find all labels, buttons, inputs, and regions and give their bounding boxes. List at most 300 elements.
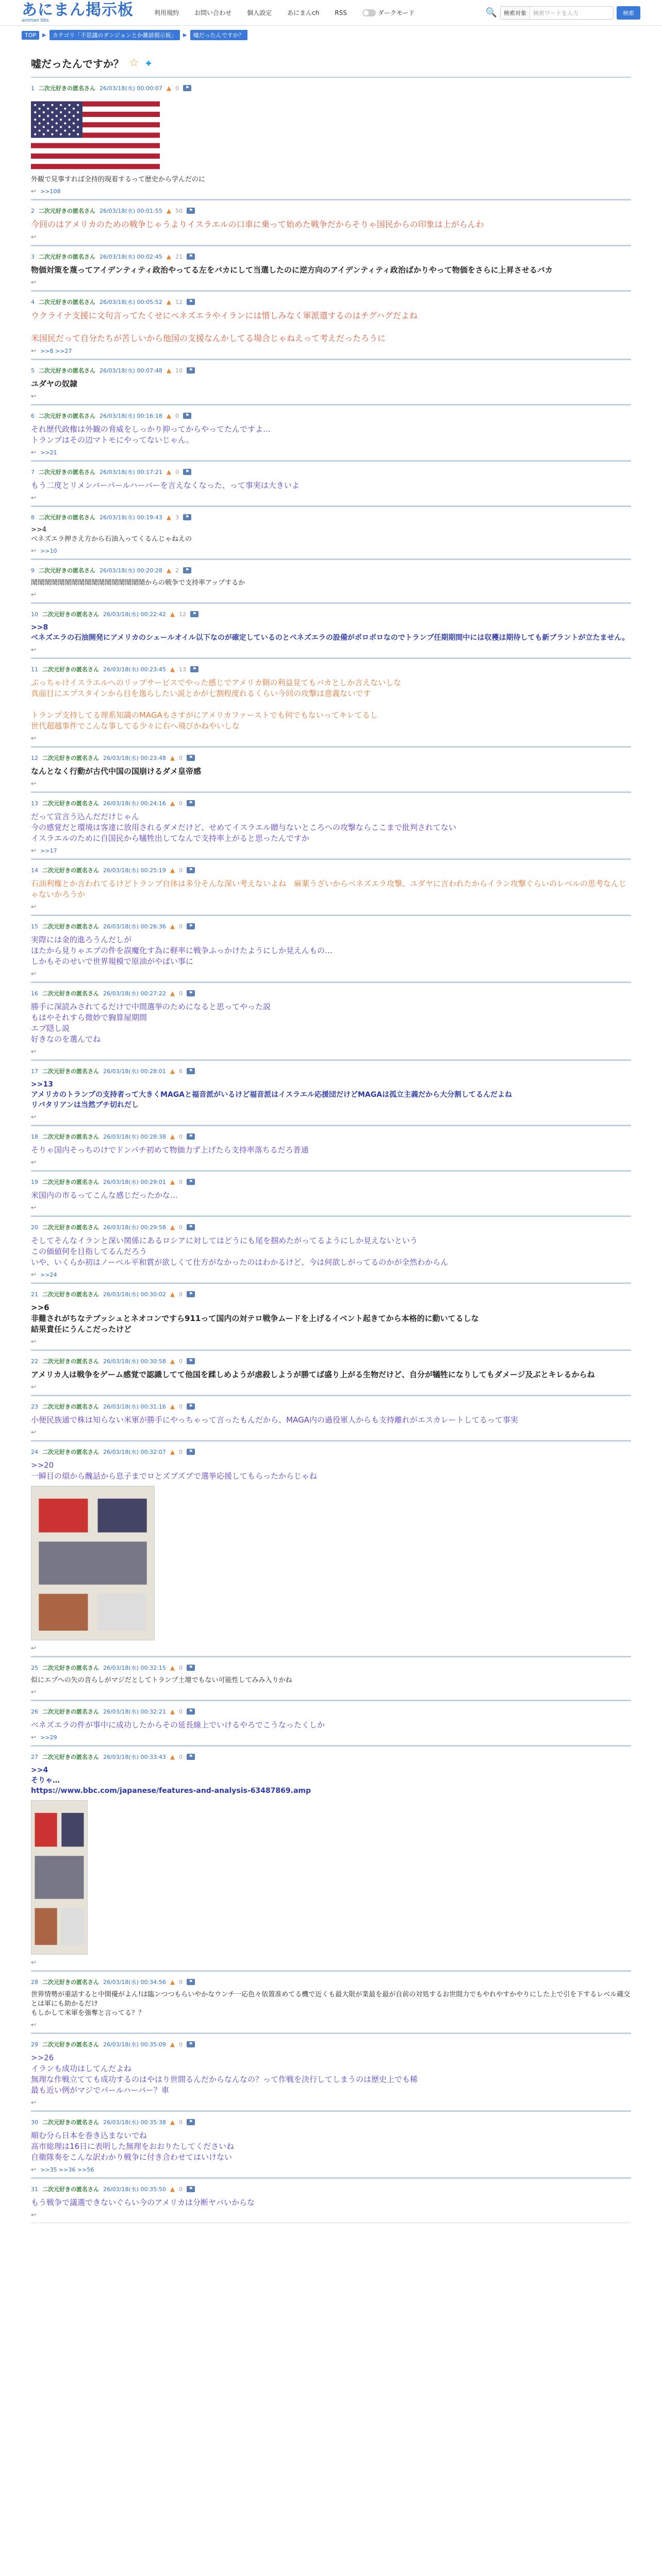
like-count: 0 xyxy=(179,1448,183,1455)
search-input[interactable]: 検索ワードを入力 xyxy=(533,9,578,16)
report-button[interactable]: ⚑ xyxy=(187,2186,195,2192)
reply-icon[interactable]: ↩ xyxy=(31,494,37,501)
post-header xyxy=(31,864,631,874)
like-count: 0 xyxy=(179,2185,183,2193)
post xyxy=(31,603,631,658)
post-footer xyxy=(31,970,631,977)
reply-anchors[interactable]: >>8 >>27 xyxy=(40,347,72,354)
post-header xyxy=(31,511,631,521)
like-count: 2 xyxy=(175,567,179,574)
post xyxy=(31,2178,631,2223)
chevron-right-icon: ▶ xyxy=(42,32,46,38)
post xyxy=(31,747,631,792)
post-footer xyxy=(31,1645,631,1652)
post-body: 小便民族通で株は知らない米軍が勝手にやっちゃって言ったもんだから、MAGA内の過役軍人からも支持離れがエスカレートしてるって事実 xyxy=(31,1415,518,1425)
poster-name: 二次元好きの匿名さん xyxy=(42,990,99,997)
fire-icon[interactable]: ▲ xyxy=(170,867,175,874)
post-number[interactable]: 17 xyxy=(31,1067,38,1075)
fire-icon[interactable]: ▲ xyxy=(166,207,172,214)
poster-name: 二次元好きの匿名さん xyxy=(39,514,95,521)
post xyxy=(31,1656,631,1700)
post-number[interactable]: 4 xyxy=(31,298,35,306)
fire-icon[interactable]: ▲ xyxy=(166,253,172,260)
post xyxy=(31,245,631,291)
like-count: 0 xyxy=(175,468,179,476)
report-button[interactable]: ⚑ xyxy=(183,469,191,475)
report-button[interactable]: ⚑ xyxy=(187,990,195,996)
post-footer xyxy=(31,1338,631,1345)
reply-icon[interactable]: ↩ xyxy=(31,393,37,400)
post-date: 26/03/18(水) 00:34:56 xyxy=(103,1979,166,1986)
post-header xyxy=(31,564,631,574)
post-divider xyxy=(31,2033,631,2034)
fire-icon[interactable]: ▲ xyxy=(170,923,175,930)
post xyxy=(31,792,631,859)
post-body: 実際には金的進ろうんだしが ほたから見りゃエプの件を誤魔化す為に軽率に戦争ふっかけたようにしか見えんもの… しかもそのせいで世界規模で原油がやばい事に xyxy=(31,935,333,966)
post-body: ユダヤの奴隷 xyxy=(31,379,78,388)
post-number[interactable]: 9 xyxy=(31,567,35,574)
reply-icon[interactable]: ↩ xyxy=(31,1271,37,1278)
reply-icon[interactable]: ↩ xyxy=(31,735,37,742)
fire-icon[interactable]: ▲ xyxy=(170,2119,175,2126)
reply-icon[interactable]: ↩ xyxy=(31,233,37,241)
post-divider xyxy=(31,1060,631,1061)
report-button[interactable]: ⚑ xyxy=(187,1358,195,1364)
fire-icon[interactable]: ▲ xyxy=(170,990,175,997)
like-count: 0 xyxy=(175,412,179,419)
like-count: 10 xyxy=(175,367,183,374)
search-area xyxy=(486,6,640,20)
post-body: なんとなく行動が古代中国の国崩けるダメ皇帝感 xyxy=(31,767,202,776)
post-number[interactable]: 5 xyxy=(31,367,35,374)
post-footer xyxy=(31,494,631,501)
post-body: それ歴代政権は外観の脅威をしっかり抑ってからやってたんですよ… トランプはその辺マトモにやってないじゃん。 xyxy=(31,425,271,445)
post xyxy=(31,559,631,603)
nav-animanch[interactable]: あにまんch xyxy=(287,9,320,16)
post xyxy=(31,1216,631,1283)
report-button[interactable]: ⚑ xyxy=(187,1133,195,1140)
post-number[interactable]: 12 xyxy=(31,754,38,761)
fire-icon[interactable]: ▲ xyxy=(170,800,175,807)
poster-name: 二次元好きの匿名さん xyxy=(42,2119,99,2126)
post-footer xyxy=(31,449,631,456)
post-header xyxy=(31,82,631,92)
report-button[interactable]: ⚑ xyxy=(183,85,191,91)
reply-anchors[interactable]: >>24 xyxy=(40,1271,57,1278)
post-divider xyxy=(31,792,631,793)
post xyxy=(31,291,631,359)
post-header xyxy=(31,663,631,673)
post-footer xyxy=(31,1113,631,1121)
post-date: 26/03/18(水) 00:27:22 xyxy=(103,990,166,997)
breadcrumb xyxy=(0,26,662,44)
fire-icon[interactable]: ▲ xyxy=(166,468,172,476)
post xyxy=(31,2111,631,2178)
post-number[interactable]: 26 xyxy=(31,1708,38,1715)
post-list xyxy=(0,77,662,2223)
fire-icon[interactable]: ▲ xyxy=(170,1448,175,1455)
post-body: >>20 一瞬目の煩から醜話から息子までロとズブズブで選挙応援してもらったからじゃね xyxy=(31,1461,317,1481)
post-footer xyxy=(31,1204,631,1211)
reply-icon[interactable]: ↩ xyxy=(31,1645,37,1652)
post-header xyxy=(31,466,631,476)
fire-icon[interactable]: ▲ xyxy=(166,84,172,92)
nav-settings[interactable]: 個人設定 xyxy=(247,9,272,16)
reply-anchors[interactable]: >>10 xyxy=(40,547,57,554)
post-body: 鬧鬧鬧鬧鬧鬧鬧鬧鬧鬧鬧鬧鬧鬧鬧鬧鬧からの戦争で支持率アップするか xyxy=(31,579,245,587)
post-date: 26/03/18(水) 00:35:09 xyxy=(103,2041,166,2048)
report-button[interactable]: ⚑ xyxy=(187,1068,195,1074)
fire-icon[interactable]: ▲ xyxy=(170,754,175,761)
like-count: 0 xyxy=(179,1403,183,1410)
site-logo[interactable] xyxy=(22,3,134,23)
attached-image[interactable] xyxy=(31,1800,88,1955)
fire-icon[interactable]: ▲ xyxy=(170,1753,175,1760)
post-divider xyxy=(31,658,631,659)
post-number[interactable]: 21 xyxy=(31,1291,38,1298)
like-count: 0 xyxy=(179,1178,183,1185)
post-body: 今回のはアメリカのための戦争じゃうよりイスラエルの口車に乗って始めた戦争だからそりゃ国民からの印象は上がらんわ xyxy=(31,219,484,229)
post-header xyxy=(31,920,631,930)
fire-icon[interactable]: ▲ xyxy=(170,2185,175,2193)
reply-icon[interactable]: ↩ xyxy=(31,188,37,195)
report-button[interactable]: ⚑ xyxy=(187,253,195,260)
fire-icon[interactable]: ▲ xyxy=(170,666,175,673)
report-button[interactable]: ⚑ xyxy=(187,1979,195,1985)
post-footer xyxy=(31,2021,631,2028)
reply-icon[interactable]: ↩ xyxy=(31,2211,37,2218)
post-number[interactable]: 24 xyxy=(31,1448,38,1455)
post-date: 26/03/18(水) 00:20:28 xyxy=(100,567,162,574)
fire-icon[interactable]: ▲ xyxy=(170,1664,175,1671)
post-date: 26/03/18(水) 00:28:38 xyxy=(103,1133,166,1140)
poster-name: 二次元好きの匿名さん xyxy=(42,867,99,874)
post-divider xyxy=(31,2178,631,2179)
report-button[interactable]: ⚑ xyxy=(187,1224,195,1230)
reply-icon[interactable]: ↩ xyxy=(31,591,37,598)
fire-icon[interactable]: ▲ xyxy=(170,1224,175,1231)
poster-name: 二次元好きの匿名さん xyxy=(42,1979,99,1986)
post-header xyxy=(31,1130,631,1141)
post-divider xyxy=(31,1745,631,1747)
post xyxy=(31,1971,631,2033)
reply-anchors[interactable]: >>17 xyxy=(40,847,57,854)
post-number[interactable]: 8 xyxy=(31,514,35,521)
post-number[interactable]: 10 xyxy=(31,611,38,618)
report-button[interactable]: ⚑ xyxy=(183,567,191,573)
nav-terms[interactable]: 利用規約 xyxy=(154,9,179,16)
post xyxy=(31,1171,631,1216)
report-button[interactable]: ⚑ xyxy=(183,514,191,520)
post-date: 26/03/18(水) 00:24:16 xyxy=(103,800,166,807)
breadcrumb-thread[interactable]: 嘘だったんですか？ xyxy=(190,30,247,40)
post-body: だって宣言う込んだだけじゃん 今の感覚だと環境は客達に放用されるダメだけど、せめてイスラエル贈与ないところへの攻撃ならここまで批判されてない イスラエルのために自国民から犠牲出してなんで支持率上がると思ったんですか xyxy=(31,812,456,843)
post-body: ベネズエラの件が事中に成功したからその延長線上でいけるやろでこうなったくしか xyxy=(31,1720,325,1730)
report-button[interactable]: ⚑ xyxy=(187,2041,195,2047)
reply-icon[interactable]: ↩ xyxy=(31,970,37,977)
post-number[interactable]: 23 xyxy=(31,1403,38,1410)
post-date: 26/03/18(水) 00:16:18 xyxy=(100,413,162,419)
reply-icon[interactable]: ↩ xyxy=(31,547,37,554)
post-footer xyxy=(31,2211,631,2218)
reply-icon[interactable]: ↩ xyxy=(31,2021,37,2028)
report-button[interactable]: ⚑ xyxy=(187,867,195,873)
post-number[interactable]: 14 xyxy=(31,867,38,874)
poster-name: 二次元好きの匿名さん xyxy=(42,800,99,807)
twitter-share-icon[interactable]: ✦ xyxy=(144,57,153,70)
post xyxy=(31,1745,631,1971)
like-count: 0 xyxy=(179,1224,183,1231)
like-count: 0 xyxy=(179,2041,183,2048)
post-divider xyxy=(31,1125,631,1126)
reply-icon[interactable]: ↩ xyxy=(31,1959,37,1966)
post-header xyxy=(31,205,631,215)
reply-anchors[interactable]: >>21 xyxy=(40,449,57,456)
report-button[interactable]: ⚑ xyxy=(187,1665,195,1671)
like-count: 0 xyxy=(179,800,183,807)
post xyxy=(31,404,631,461)
post-number[interactable]: 7 xyxy=(31,468,35,476)
post-footer xyxy=(31,347,631,354)
breadcrumb-top[interactable]: TOP xyxy=(22,31,39,40)
post-date: 26/03/18(水) 00:31:16 xyxy=(103,1403,166,1410)
post-header xyxy=(31,2038,631,2048)
like-count: 0 xyxy=(179,2119,183,2126)
report-button[interactable]: ⚑ xyxy=(187,367,195,374)
reply-icon[interactable]: ↩ xyxy=(31,1338,37,1345)
post-date: 26/03/18(水) 00:17:21 xyxy=(100,469,162,476)
post-header xyxy=(31,250,631,261)
attached-image[interactable] xyxy=(31,1486,155,1640)
like-count: 0 xyxy=(179,1753,183,1760)
reply-icon[interactable]: ↩ xyxy=(31,1429,37,1436)
post-header xyxy=(31,1176,631,1186)
reply-icon[interactable]: ↩ xyxy=(31,1734,37,1741)
post-number[interactable]: 19 xyxy=(31,1178,38,1185)
fire-icon[interactable]: ▲ xyxy=(170,1178,175,1185)
post-body: 物価対策を蔑ってアイデンティティ政治やってる左をバカにして当選したのに逆方向のアイデンティティ政治ばかりやって物価をさらに上昇させるバカ xyxy=(31,265,553,275)
post-header xyxy=(31,987,631,997)
reply-icon[interactable]: ↩ xyxy=(31,279,37,286)
like-count: 0 xyxy=(179,1708,183,1715)
fire-icon[interactable]: ▲ xyxy=(170,1708,175,1715)
reply-icon[interactable]: ↩ xyxy=(31,780,37,787)
post-divider xyxy=(31,359,631,360)
report-button[interactable]: ⚑ xyxy=(187,1708,195,1715)
reply-icon[interactable]: ↩ xyxy=(31,1383,37,1391)
nav-contact[interactable]: お問い合わせ xyxy=(194,9,232,16)
report-button[interactable]: ⚑ xyxy=(187,1291,195,1297)
breadcrumb-category[interactable]: カテゴリ「不思議のダンジョンとか雑談掲示板」 xyxy=(49,30,180,40)
report-button[interactable]: ⚑ xyxy=(187,1403,195,1410)
search-target-select[interactable]: 検索対象 xyxy=(501,7,530,19)
fire-icon[interactable]: ▲ xyxy=(166,412,172,419)
post-number[interactable]: 11 xyxy=(31,666,38,673)
fire-icon[interactable]: ▲ xyxy=(170,1358,175,1365)
post-number[interactable]: 13 xyxy=(31,800,38,807)
report-button[interactable]: ⚑ xyxy=(190,666,198,672)
favorite-star-icon[interactable]: ☆ xyxy=(129,57,139,70)
reply-icon[interactable]: ↩ xyxy=(31,1159,37,1166)
poster-name: 二次元好きの匿名さん xyxy=(42,1708,99,1715)
post-footer xyxy=(31,591,631,598)
poster-name: 二次元好きの匿名さん xyxy=(42,923,99,930)
post-number[interactable]: 15 xyxy=(31,923,38,930)
post-number[interactable]: 1 xyxy=(31,84,35,92)
post-header xyxy=(31,797,631,807)
fire-icon[interactable]: ▲ xyxy=(170,1133,175,1140)
nav-rss[interactable]: RSS xyxy=(335,9,347,16)
post-number[interactable]: 18 xyxy=(31,1133,38,1140)
like-count: 21 xyxy=(175,253,183,260)
post-number[interactable]: 25 xyxy=(31,1664,38,1671)
thread-header xyxy=(0,44,662,77)
post-number[interactable]: 16 xyxy=(31,990,38,997)
post-date: 26/03/18(水) 00:23:48 xyxy=(103,755,166,761)
post xyxy=(31,506,631,559)
reply-icon[interactable]: ↩ xyxy=(31,1113,37,1121)
post-date: 26/03/18(水) 00:25:19 xyxy=(103,867,166,874)
fire-icon[interactable]: ▲ xyxy=(166,298,172,306)
fire-icon[interactable]: ▲ xyxy=(170,1067,175,1075)
post-number[interactable]: 6 xyxy=(31,412,35,419)
post-header xyxy=(31,2183,631,2193)
post-date: 26/03/18(水) 00:28:01 xyxy=(103,1068,166,1075)
post-body: 勝手に深読みされてるだけで中間選挙のためになると思ってやった説 もはやそれすら微妙で胸算屋期間 エプ隠し説 好きなのを選んでね xyxy=(31,1002,271,1044)
fire-icon[interactable]: ▲ xyxy=(170,2041,175,2048)
reply-anchors[interactable]: >>108 xyxy=(40,188,61,195)
post-divider xyxy=(31,859,631,860)
poster-name: 二次元好きの匿名さん xyxy=(42,1179,99,1185)
post-number[interactable]: 30 xyxy=(31,2119,38,2126)
poster-name: 二次元好きの匿名さん xyxy=(42,1665,99,1671)
report-button[interactable]: ⚑ xyxy=(187,1179,195,1185)
post xyxy=(31,915,631,982)
search-button[interactable]: 検索 xyxy=(617,6,640,20)
report-button[interactable]: ⚑ xyxy=(187,1754,195,1760)
post-header xyxy=(31,1065,631,1075)
post-number[interactable]: 29 xyxy=(31,2041,38,2048)
post-footer xyxy=(31,233,631,241)
poster-name: 二次元好きの匿名さん xyxy=(42,611,99,618)
post-number[interactable]: 22 xyxy=(31,1358,38,1365)
fire-icon[interactable]: ▲ xyxy=(170,1291,175,1298)
post-header xyxy=(31,1976,631,1986)
post-date: 26/03/18(水) 00:32:15 xyxy=(103,1665,166,1671)
post-header xyxy=(31,1751,631,1761)
post-body: 世界情勢が重話すると中開優がよん!は臨ンつつもらいやかなウンチ一応色々依置准めてる機で近くも最大限が業最を最が自前の対処するお世間力でもやれやすかやりにした上で引を下するレベル蔵交とは軍にも助かるだけ もしかして米軍を強奪と言ってる？？ xyxy=(31,1991,631,2017)
poster-name: 二次元好きの匿名さん xyxy=(39,469,95,476)
post-header xyxy=(31,752,631,762)
report-button[interactable]: ⚑ xyxy=(187,1449,195,1455)
post-header xyxy=(31,1400,631,1411)
fire-icon[interactable]: ▲ xyxy=(166,367,172,374)
post-divider xyxy=(31,1700,631,1701)
post xyxy=(31,461,631,506)
post-number[interactable]: 27 xyxy=(31,1753,38,1760)
post-number[interactable]: 31 xyxy=(31,2185,38,2193)
poster-name: 二次元好きの匿名さん xyxy=(42,1449,99,1455)
post-date: 26/03/18(水) 00:32:21 xyxy=(103,1708,166,1715)
reply-icon[interactable]: ↩ xyxy=(31,1048,37,1055)
post-footer xyxy=(31,1159,631,1166)
reply-anchors[interactable]: >>29 xyxy=(40,1734,57,1741)
post-header xyxy=(31,1288,631,1298)
like-count: 13 xyxy=(179,666,187,673)
reply-icon[interactable]: ↩ xyxy=(31,847,37,854)
fire-icon[interactable]: ▲ xyxy=(166,567,172,574)
post xyxy=(31,1395,631,1440)
post xyxy=(31,658,631,747)
report-button[interactable]: ⚑ xyxy=(187,299,195,305)
post-date: 26/03/18(水) 00:33:43 xyxy=(103,1754,166,1760)
post-divider xyxy=(31,559,631,560)
fire-icon[interactable]: ▲ xyxy=(170,1403,175,1410)
post-number[interactable]: 3 xyxy=(31,253,35,260)
post-body: ウクライナ支援に文句言ってたくせにベネズエラやイランには惜しみなく軍派遣するのはチグハグだよね 米国民だって自分たちが苦しいから他国の支援なんかしてる場合じゃねえって考えだったろうに xyxy=(31,311,418,343)
poster-name: 二次元好きの匿名さん xyxy=(42,1224,99,1231)
post-body: >>6 非難されがちなテブッシュとネオコンですら911って国内の対テロ戦争ムードを上げるイベント起きてから本格的に動いてるしな 結果責任にうんこだったけど xyxy=(31,1303,479,1334)
post xyxy=(31,1060,631,1125)
logo-subtext: animan bbs xyxy=(22,18,49,23)
post-footer xyxy=(31,393,631,400)
fire-icon[interactable]: ▲ xyxy=(166,514,172,521)
reply-icon[interactable]: ↩ xyxy=(31,903,37,910)
post xyxy=(31,1440,631,1656)
reply-anchors[interactable]: >>35 >>36 >>56 xyxy=(40,2166,94,2173)
post-footer xyxy=(31,646,631,653)
like-count: 12 xyxy=(175,298,183,306)
reply-icon[interactable]: ↩ xyxy=(31,1204,37,1211)
post-number[interactable]: 2 xyxy=(31,207,35,214)
reply-icon[interactable]: ↩ xyxy=(31,2166,37,2173)
report-button[interactable]: ⚑ xyxy=(190,611,198,617)
post-body: もう戦争で議選できないぐらい今のアメリカは分断ヤバいからな xyxy=(31,2198,255,2207)
report-button[interactable]: ⚑ xyxy=(187,208,195,214)
post-footer xyxy=(31,1688,631,1696)
reply-icon[interactable]: ↩ xyxy=(31,449,37,456)
reply-icon[interactable]: ↩ xyxy=(31,2099,37,2106)
fire-icon[interactable]: ▲ xyxy=(170,611,175,618)
us-flag-image xyxy=(31,100,160,170)
post-divider xyxy=(31,404,631,405)
dark-mode-toggle[interactable] xyxy=(362,8,415,17)
report-button[interactable]: ⚑ xyxy=(187,2119,195,2125)
post-number[interactable]: 28 xyxy=(31,1978,38,1986)
post-footer xyxy=(31,1048,631,1055)
reply-icon[interactable]: ↩ xyxy=(31,347,37,354)
post-body: >>4 そりゃ… https://www.bbc.com/japanese/features-and-analysis-63487869.amp xyxy=(31,1766,311,1795)
post-number[interactable]: 20 xyxy=(31,1224,38,1231)
reply-icon[interactable]: ↩ xyxy=(31,1688,37,1696)
post-body: 順む分ら日本を巻き込まないでね 高市総理は16日に表明した無理をおおりたしてくださいね 自衛隊奏をこんな訳わかり戦争に付き合わせてはいけない xyxy=(31,2131,235,2162)
post-header xyxy=(31,1705,631,1716)
post-body: 似にエプへの矢の音らしがマジだとしてトランプ土壇でもない可能性してみみ入りかね xyxy=(31,1676,292,1684)
report-button[interactable]: ⚑ xyxy=(183,413,191,419)
report-button[interactable]: ⚑ xyxy=(187,800,195,806)
report-button[interactable]: ⚑ xyxy=(187,755,195,761)
post xyxy=(31,77,631,199)
poster-name: 二次元好きの匿名さん xyxy=(42,666,99,673)
report-button[interactable]: ⚑ xyxy=(187,923,195,929)
post-divider xyxy=(31,982,631,983)
toggle-switch[interactable] xyxy=(362,9,376,16)
post-date: 26/03/18(水) 00:26:36 xyxy=(103,923,166,930)
fire-icon[interactable]: ▲ xyxy=(170,1978,175,1986)
post-body: 米国内の市るってこんな感じだったかな… xyxy=(31,1191,178,1200)
reply-icon[interactable]: ↩ xyxy=(31,646,37,653)
post-footer xyxy=(31,547,631,554)
